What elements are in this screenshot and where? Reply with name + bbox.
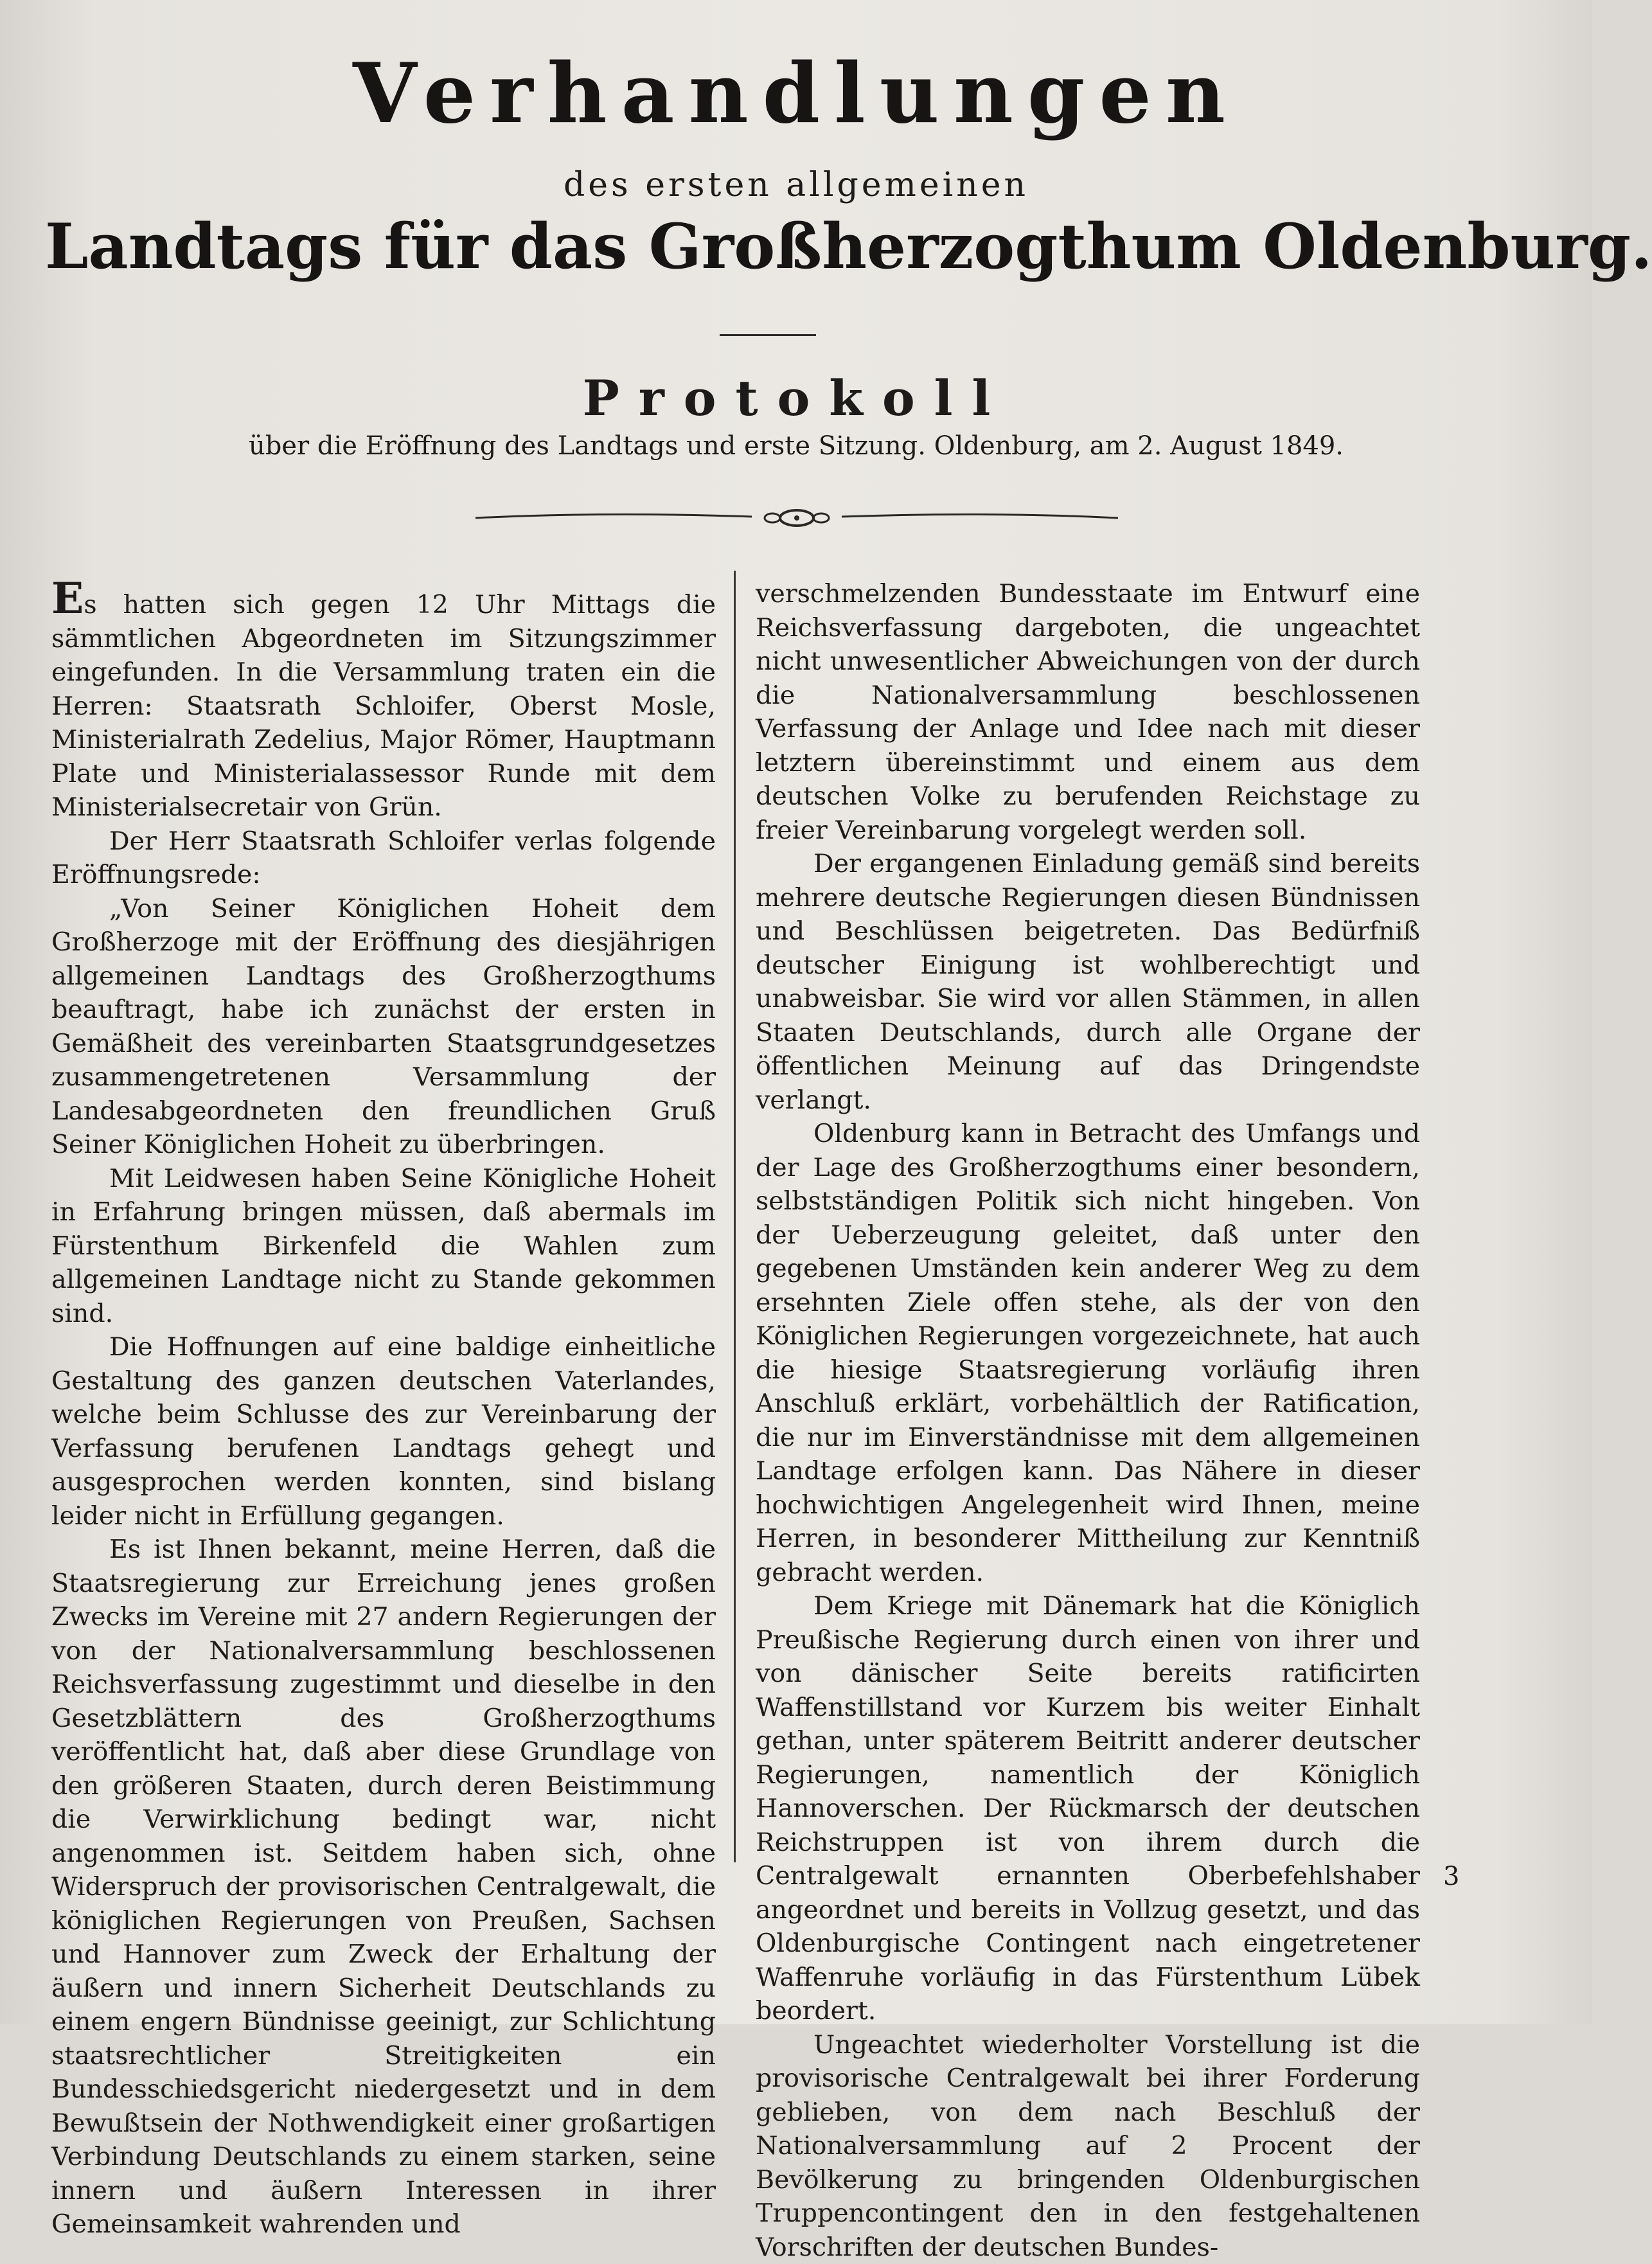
paragraph-text: s hatten sich gegen 12 Uhr Mittags die sämmtlichen Abgeordneten im Sitzungszimmer eingefunden. In die Versammlung traten ein die Herren: Staatsrath Schloifer, Oberst Mosle, Ministerialrath Zedelius, Major Römer, Hauptmann Plate und Ministerialassessor Runde mit dem Ministerialsecretair von Grün. [51, 590, 716, 822]
protokoll-heading: Protokoll [0, 374, 1592, 423]
right-column [756, 577, 1420, 2264]
document-state-title: Landtags für das Großherzogthum Oldenburg. [45, 216, 1547, 278]
paragraph: Mit Leidwesen haben Seine Königliche Hoheit in Erfahrung bringen müssen, daß abermals im Fürstenthum Birkenfeld die Wahlen zum allgemeinen Landtage nicht zu Stande gekommen sind. [51, 1162, 716, 1331]
ornament-divider-icon [475, 505, 1118, 531]
protokoll-subheading: über die Eröffnung des Landtags und erste Sitzung. Oldenburg, am 2. August 1849. [0, 433, 1592, 459]
paragraph: Dem Kriege mit Dänemark hat die Königlich Preußische Regierung durch einen von ihrer und von dänischer Seite bereits ratificirten Waffenstillstand vor Kurzem bis weiter Einhalt gethan, unter späterem Beitritt anderer deutscher Regierungen, namentlich der Königlich Hannoverschen. Der Rückmarsch der deutschen Reichstruppen ist von ihrem durch die Centralgewalt ernannten Oberbefehlshaber angeordnet und bereits in Vollzug gesetzt, und das Oldenburgische Contingent nach eingetretener Waffenruhe vorläufig in das Fürstenthum Lübek beordert. [756, 1589, 1420, 2028]
document-title: Verhandlungen [0, 53, 1592, 135]
drop-cap: E [51, 573, 84, 623]
paragraph: Es ist Ihnen bekannt, meine Herren, daß die Staatsregierung zur Erreichung jenes großen Zwecks im Vereine mit 27 andern Regierungen der von der Nationalversammlung beschlossenen Reichsverfassung zugestimmt und dieselbe in den Gesetzblättern des Großherzogthums veröffentlicht hat, daß aber diese Grundlage von den größeren Staaten, durch deren Beistimmung die Verwirklichung bedingt war, nicht angenommen ist. Seitdem haben sich, ohne Widerspruch der provisorischen Centralgewalt, die königlichen Regierungen von Preußen, Sachsen und Hannover zum Zweck der Erhaltung der äußern und innern Sicherheit Deutschlands zu einem engern Bündnisse geeinigt, zur Schlichtung staatsrechtlicher Streitigkeiten ein Bundesschiedsgericht niedergesetzt und in dem Bewußtsein der Nothwendigkeit einer großartigen Verbindung Deutschlands zu einem starken, seine innern und äußern Interessen in ihrer Gemeinsamkeit wahrenden und [51, 1533, 716, 2242]
paragraph [51, 577, 716, 824]
document-subtitle: des ersten allgemeinen [0, 168, 1592, 202]
paragraph: verschmelzenden Bundesstaate im Entwurf eine Reichsverfassung dargeboten, die ungeachtet nicht unwesentlicher Abweichungen von der durch die Nationalversammlung beschlossenen Verfassung der Anlage und Idee nach mit dieser letztern übereinstimmt und einem aus dem deutschen Volke zu berufenden Reichstage zu freier Vereinbarung vorgelegt werden soll. [756, 577, 1420, 847]
title-divider-rule [720, 334, 816, 336]
paragraph: Der Herr Staatsrath Schloifer verlas folgende Eröffnungsrede: [51, 824, 716, 892]
paragraph: „Von Seiner Königlichen Hoheit dem Großherzoge mit der Eröffnung des diesjährigen allgemeinen Landtags des Großherzogthums beauftragt, habe ich zunächst der ersten in Gemäßheit des vereinbarten Staatsgrundgesetzes zusammengetretenen Versammlung der Landesabgeordneten den freundlichen Gruß Seiner Königlichen Hoheit zu überbringen. [51, 892, 716, 1162]
paragraph: Oldenburg kann in Betracht des Umfangs und der Lage des Großherzogthums einer besondern, selbstständigen Politik sich nicht hingeben. Von der Ueberzeugung geleitet, daß unter den gegebenen Umständen kein anderer Weg zu dem ersehnten Ziele offen stehe, als der von den Königlichen Regierungen vorgezeichnete, hat auch die hiesige Staatsregierung vorläufig ihren Anschluß erklärt, vorbehältlich der Ratification, die nur im Einverständnisse mit dem allgemeinen Landtage erfolgen kann. Das Nähere in dieser hochwichtigen Angelegenheit wird Ihnen, meine Herren, in besonderer Mittheilung zur Kenntniß gebracht werden. [756, 1117, 1420, 1589]
paragraph: Der ergangenen Einladung gemäß sind bereits mehrere deutsche Regierungen diesen Bündnissen und Beschlüssen beigetreten. Das Bedürfniß deutscher Einigung ist wohlberechtigt und unabweisbar. Sie wird vor allen Stämmen, in allen Staaten Deutschlands, durch alle Organe der öffentlichen Meinung auf das Dringendste verlangt. [756, 847, 1420, 1117]
page-number: 3 [1443, 1864, 1459, 1889]
paragraph: Ungeachtet wiederholter Vorstellung ist die provisorische Centralgewalt bei ihrer Forderung geblieben, von dem nach Beschluß der Nationalversammlung auf 2 Procent der Bevölkerung zu bringenden Oldenburgischen Truppencontingent den in den festgehaltenen Vorschriften der deutschen Bundes- [756, 2028, 1420, 2264]
left-column [51, 577, 716, 2242]
paragraph: Die Hoffnungen auf eine baldige einheitliche Gestaltung des ganzen deutschen Vaterlandes, welche beim Schlusse des zur Vereinbarung der Verfassung berufenen Landtags gehegt und ausgesprochen werden konnten, sind bislang leider nicht in Erfüllung gegangen. [51, 1330, 716, 1533]
column-divider [734, 571, 736, 1862]
